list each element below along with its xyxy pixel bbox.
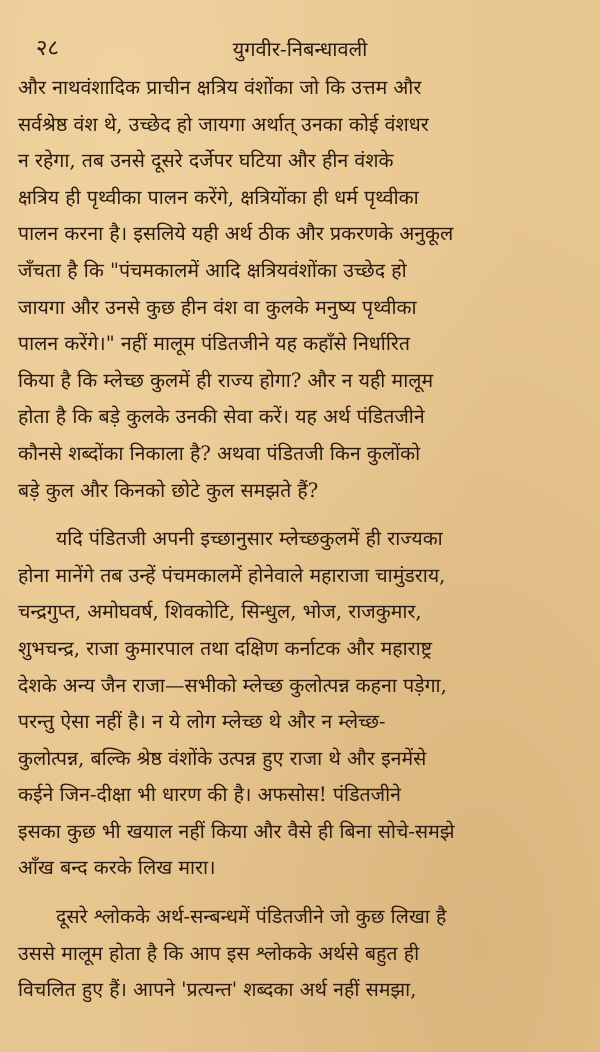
text-line: कौनसे शब्दोंका निकाला है? अथवा पंडितजी किन कुलोंको [18, 441, 421, 465]
text-line: किया है कि म्लेच्छ कुलमें ही राज्य होगा? और न यही मालूम [18, 368, 434, 392]
text-line: उससे मालूम होता है कि आप इस श्लोकके अर्थसे बहुत ही [18, 941, 420, 965]
text-line: होना मानेंगे तब उन्हें पंचमकालमें होनेवाले महाराजा चामुंडराय, [18, 563, 446, 587]
text-line: इसका कुछ भी खयाल नहीं किया और वैसे ही बिना सोचे-समझे [18, 819, 455, 843]
text-line: परन्तु ऐसा नहीं है। न ये लोग म्लेच्छ थे और न म्लेच्छ- [18, 710, 386, 734]
paragraph-2 [18, 521, 582, 887]
text-line: सर्वश्रेष्ठ वंश थे, उच्छेद हो जायगा अर्थात् उनका कोई वंशधर [18, 112, 429, 136]
text-line: चन्द्रगुप्त, अमोघवर्ष, शिवकोटि, सिन्धुल, भोज, राजकुमार, [18, 600, 422, 624]
text-line: पालन करेंगे।" नहीं मालूम पंडितजीने यह कहाँसे निर्धारित [18, 332, 410, 356]
text-line: कुलोत्पन्न, बल्कि श्रेष्ठ वंशोंके उत्पन्न हुए राजा थे और इनमेंसे [18, 746, 427, 770]
text-line: आँख बन्द करके लिख मारा। [18, 856, 216, 880]
running-title: युगवीर-निबन्धावली [232, 37, 368, 61]
text-line: होता है कि बड़े कुलके उनकी सेवा करें। यह अर्थ पंडितजीने [18, 405, 425, 429]
text-line: दूसरे श्लोकके अर्थ-सन्बन्धमें पंडितजीने जो कुछ लिखा है [56, 905, 447, 929]
text-line: विचलित हुए हैं। आपने 'प्रत्यन्त' शब्दका अर्थ नहीं समझा, [18, 978, 417, 1002]
text-line: यदि पंडितजी अपनी इच्छानुसार म्लेच्छकुलमें ही राज्यका [56, 527, 443, 551]
text-line: न रहेगा, तब उनसे दूसरे दर्जेपर घटिया और हीन वंशके [18, 149, 394, 173]
paragraph-1 [18, 70, 582, 509]
text-line: कईने जिन-दीक्षा भी धारण की है। अफसोस! पंडितजीने [18, 783, 401, 807]
page-number: २८ [36, 36, 59, 61]
running-head [18, 0, 582, 70]
text-line: जायगा और उनसे कुछ हीन वंश वा कुलके मनुष्य पृथ्वीका [18, 295, 417, 319]
body-text [18, 70, 582, 1009]
text-line: देशके अन्य जैन राजा—सभीको म्लेच्छ कुलोत्पन्न कहना पड़ेगा, [18, 673, 447, 697]
paragraph-3 [18, 899, 582, 1009]
text-line: क्षत्रिय ही पृथ्वीका पालन करेंगे, क्षत्रियोंका ही धर्म पृथ्वीका [18, 185, 419, 209]
text-line: बड़े कुल और किनको छोटे कुल समझते हैं? [18, 478, 319, 502]
text-line: जँचता है कि "पंचमकालमें आदि क्षत्रियवंशोंका उच्छेद हो [18, 258, 407, 282]
text-line: और नाथवंशादिक प्राचीन क्षत्रिय वंशोंका जो कि उत्तम और [18, 76, 422, 99]
text-line: पालन करना है। इसलिये यही अर्थ ठीक और प्रकरणके अनुकूल [18, 222, 454, 246]
text-line: शुभचन्द्र, राजा कुमारपाल तथा दक्षिण कर्नाटक और महाराष्ट्र [18, 636, 433, 660]
